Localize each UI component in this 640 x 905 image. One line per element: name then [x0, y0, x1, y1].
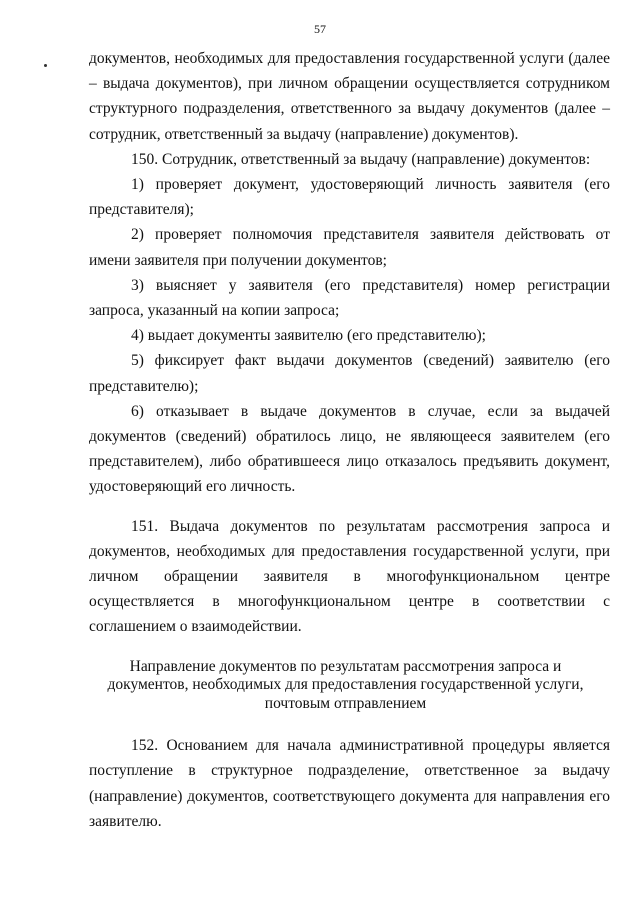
paragraph-150-item-2: 2) проверяет полномочия представителя заявителя действовать от имени заявителя при получении документов; — [89, 226, 610, 269]
document-body — [89, 46, 610, 834]
paragraph-150: 150. Сотрудник, ответственный за выдачу (направление) документов: — [131, 150, 591, 168]
page-number: 57 — [314, 22, 326, 36]
paragraph-150-item-5: 5) фиксирует факт выдачи документов (сведений) заявителю (его представителю); — [89, 352, 610, 395]
paragraph-150-item-1: 1) проверяет документ, удостоверяющий личность заявителя (его представителя); — [89, 176, 610, 219]
paragraph-150-item-3: 3) выясняет у заявителя (его представителя) номер регистрации запроса, указанный на копии запроса; — [89, 276, 610, 320]
paragraph-150-item-4: 4) выдает документы заявителю (его представителю); — [131, 327, 486, 345]
paragraph-spacer — [89, 500, 610, 514]
paragraph-intro: документов, необходимых для предоставления государственной услуги (далее – выдача документов), при личном обращении осуществляется сотрудником структурного подразделения, ответственного за выдачу документов (далее – сотрудник, ответственный за выдачу (направление) документов). — [89, 50, 610, 143]
section-heading: Направление документов по результатам рассмотрения запроса и документов, необходимых для предоставления государственной услуги, почтовым отправлением — [107, 657, 584, 712]
paragraph-150-item-6: 6) отказывает в выдаче документов в случае, если за выдачей документов (сведений) обратилось лицо, не являющееся заявителем (его представителем), либо обратившееся лицо отказалось предъявить документ, удостоверяющий его личность. — [89, 402, 610, 496]
paragraph-151: 151. Выдача документов по результатам рассмотрения запроса и документов, необходимых для предоставления государственной услуги, при личном обращении заявителя в многофункциональном центре осуществляется в многофункциональном центре в соответствии с соглашением о взаимодействии. — [89, 517, 610, 636]
margin-mark — [44, 64, 47, 67]
paragraph-152: 152. Основанием для начала административной процедуры является поступление в структурное подразделение, ответственное за выдачу (направление) документов, соответствующего документа для направления его заявителю. — [89, 737, 610, 830]
